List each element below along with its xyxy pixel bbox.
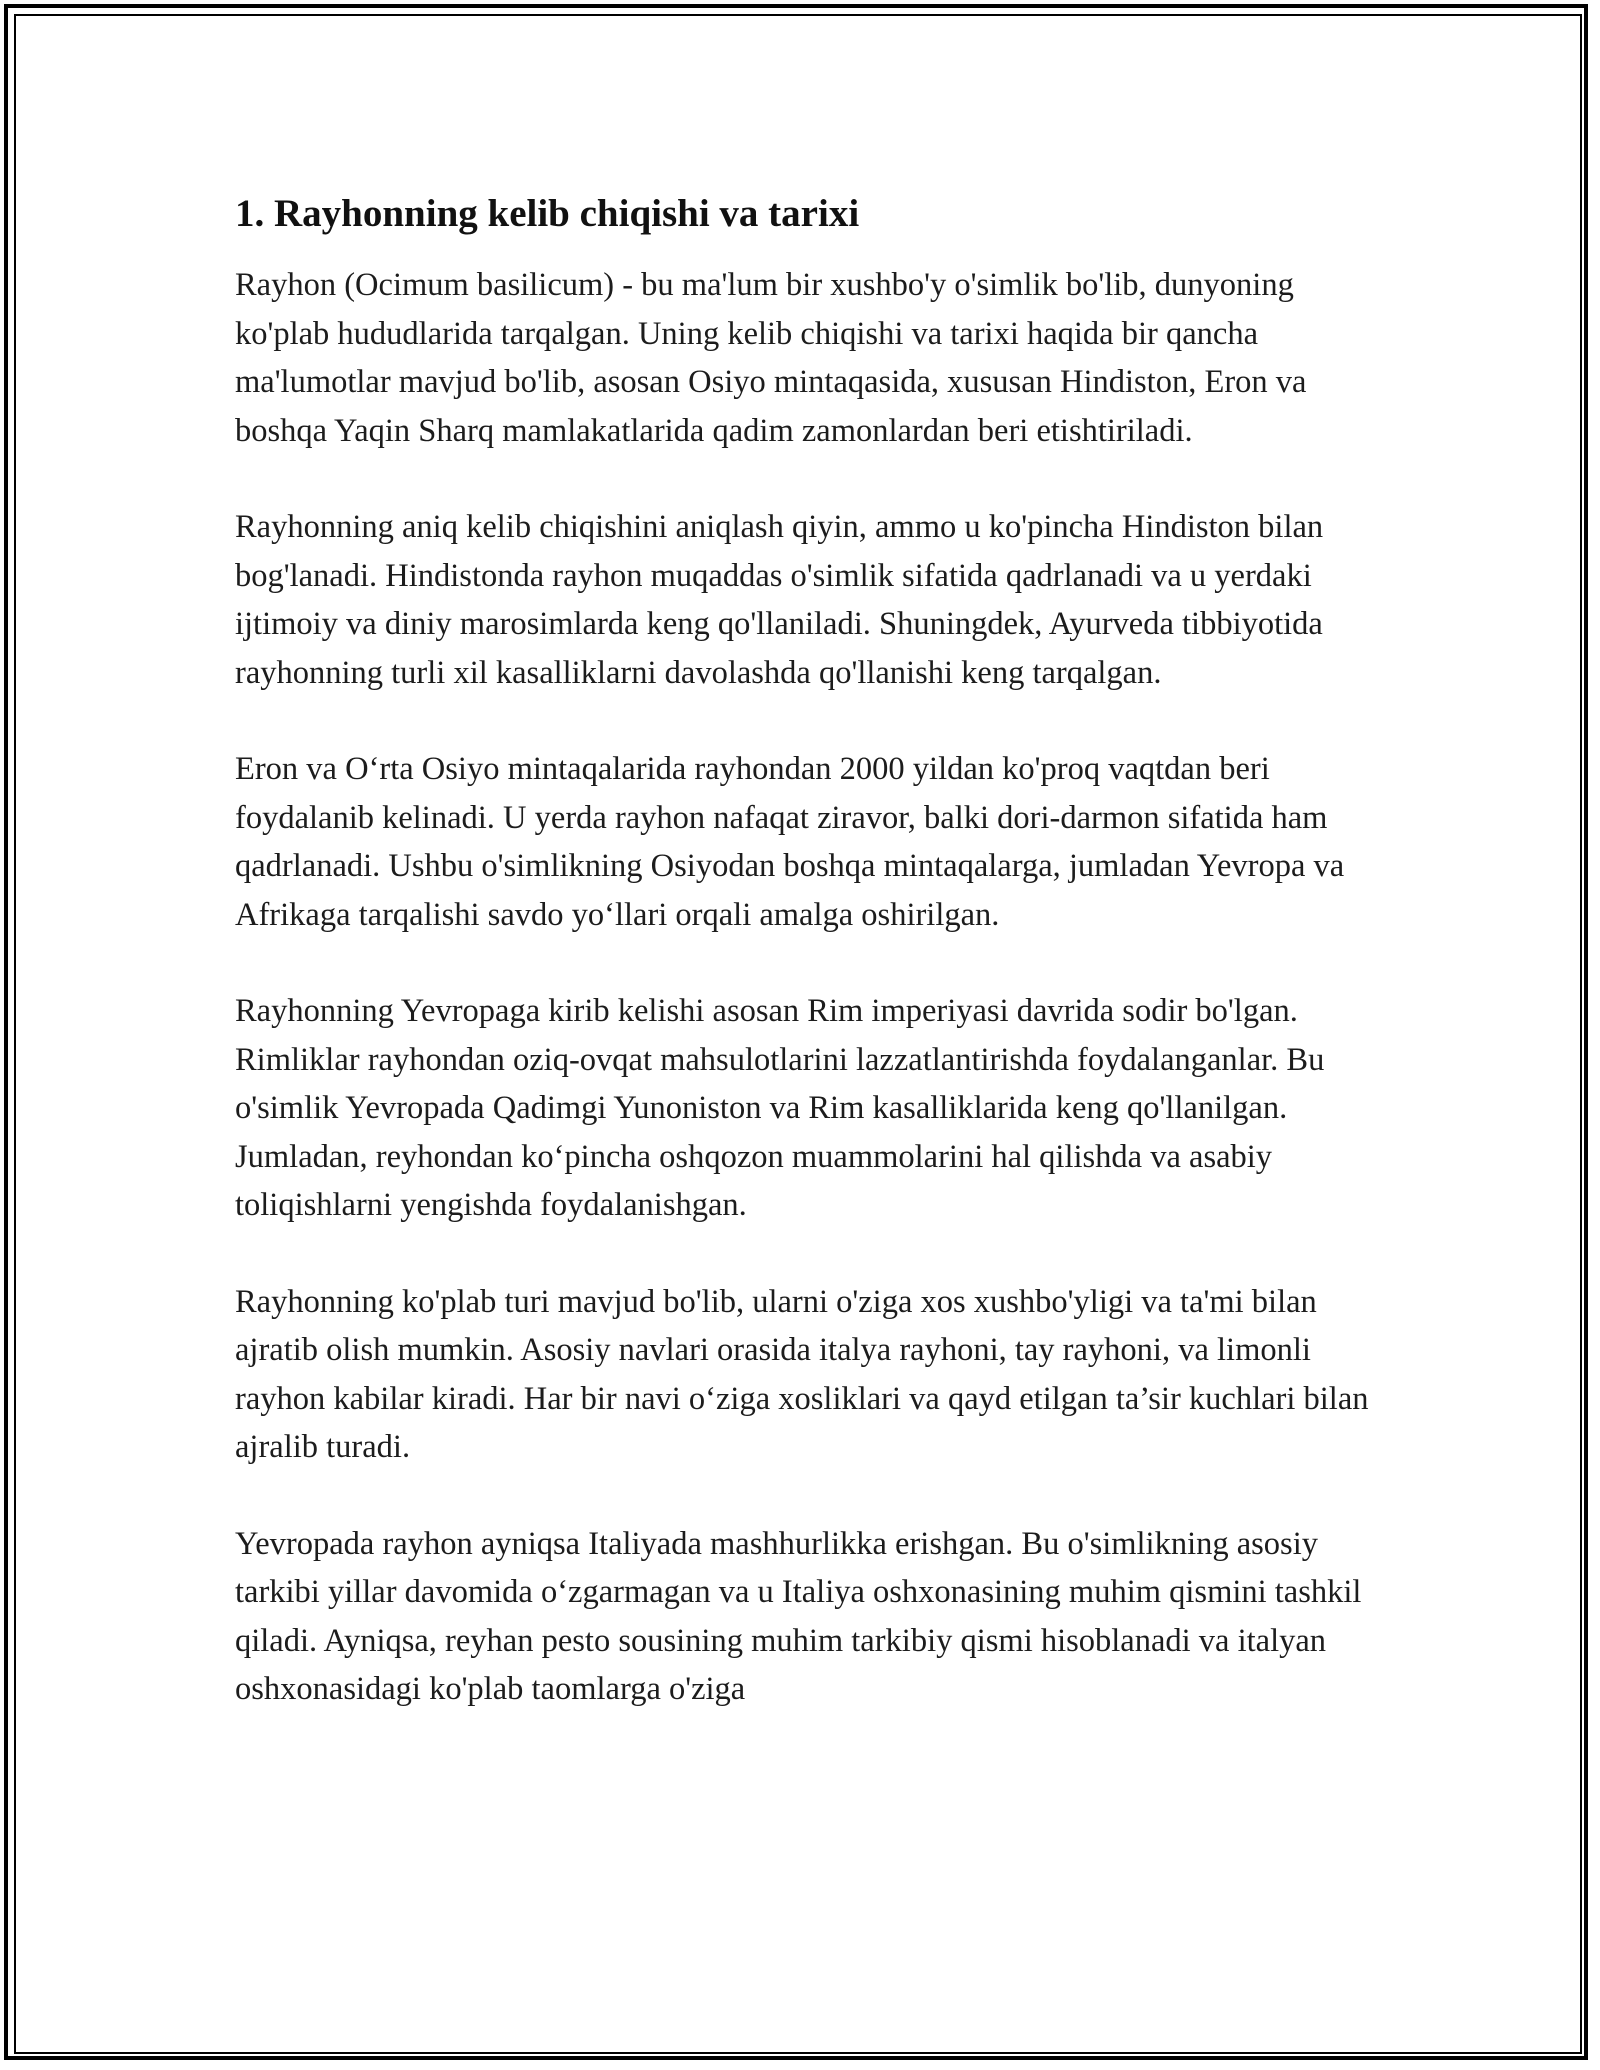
paragraph-india: Rayhonning aniq kelib chiqishini aniqlash qiyin, ammo u ko'pincha Hindiston bilan bog'lanadi. Hindistonda rayhon muqaddas o'simlik sifatida qadrlanadi va u yerdaki ijtimoiy va diniy marosimlarda keng qo'llaniladi. Shuningdek, Ayurveda tibbiyotida rayhonning turli xil kasalliklarni davolashda qo'llanishi keng tarqalgan. — [235, 509, 1324, 691]
document-body — [235, 188, 1375, 1762]
section-heading: 1. Rayhonning kelib chiqishi va tarixi — [235, 192, 860, 235]
paragraph-iran-central-asia: Eron va O‘rta Osiyo mintaqalarida rayhondan 2000 yildan ko'proq vaqtdan beri foydalanib kelinadi. U yerda rayhon nafaqat ziravor, balki dori-darmon sifatida ham qadrlanadi. Ushbu o'simlikning Osiyodan boshqa mintaqalarga, jumladan Yevropa va Afrikaga tarqalishi savdo yo‘llari orqali amalga oshirilgan. — [235, 751, 1345, 933]
paragraph-varieties: Rayhonning ko'plab turi mavjud bo'lib, ularni o'ziga xos xushbo'yligi va ta'mi bilan ajratib olish mumkin. Asosiy navlari orasida italya rayhoni, tay rayhoni, va limonli rayhon kabilar kiradi. Har bir navi o‘ziga xosliklari va qayd etilgan ta’sir kuchlari bilan ajralib turadi. — [235, 1283, 1369, 1465]
paragraph-origin-overview: Rayhon (Ocimum basilicum) - bu ma'lum bir xushbo'y o'simlik bo'lib, dunyoning ko'plab hududlarida tarqalgan. Uning kelib chiqishi va tarixi haqida bir qancha ma'lumotlar mavjud bo'lib, asosan Osiyo mintaqasida, xususan Hindiston, Eron va boshqa Yaqin Sharq mamlakatlarida qadim zamonlardan beri etishtiriladi. — [235, 267, 1307, 449]
paragraph-italy: Yevropada rayhon ayniqsa Italiyada mashhurlikka erishgan. Bu o'simlikning asosiy tarkibi yillar davomida o‘zgarmagan va u Italiya oshxonasining muhim qismini tashkil qiladi. Ayniqsa, reyhan pesto sousining muhim tarkibiy qismi hisoblanadi va italyan oshxonasidagi ko'plab taomlarga o'ziga — [235, 1525, 1362, 1707]
paragraph-europe-rome: Rayhonning Yevropaga kirib kelishi asosan Rim imperiyasi davrida sodir bo'lgan. Rimliklar rayhondan oziq-ovqat mahsulotlarini lazzatlantirishda foydalanganlar. Bu o'simlik Yevropada Qadimgi Yunoniston va Rim kasalliklarida keng qo'llanilgan. Jumladan, reyhondan ko‘pincha oshqozon muammolarini hal qilishda va asabiy toliqishlarni yengishda foydalanishgan. — [235, 993, 1325, 1223]
